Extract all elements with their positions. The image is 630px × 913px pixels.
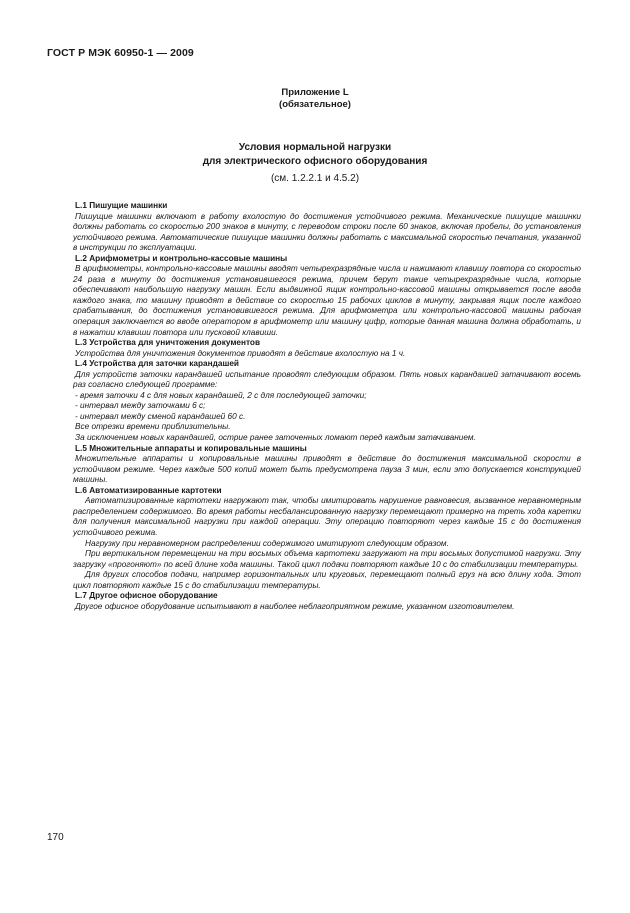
section-l4-note-1: Все отрезки времени приблизительны. [75, 422, 231, 432]
annex-title: Приложение L [281, 87, 349, 98]
section-l5-text: Множительные аппараты и копировальные машины приводят в действие до достижения максимальной скорости в устойчивом режиме. Через каждые 500 копий может быть предусмотрена пауза 3 мин, если это допускается конструкцией машины. [73, 454, 581, 485]
section-l4-text: Для устройств заточки карандашей испытание проводят следующим образом. Пять новых карандашей затачивают восемь раз согласно следующей программе: [73, 369, 581, 390]
annex-status: (обязательное) [279, 99, 351, 110]
document-title [0, 141, 630, 168]
annex-heading [0, 87, 630, 111]
list-item: - интервал между заточками 6 с; [75, 401, 206, 411]
page-number: 170 [47, 832, 64, 843]
section-l6-paragraph-2: Нагрузку при неравномерном распределении содержимого имитируют следующим образом. [85, 538, 449, 548]
document-body [73, 201, 581, 612]
section-l5-title: L.5 Множительные аппараты и копировальные машины [75, 443, 307, 453]
section-l6-paragraph-3: При вертикальном перемещении на три восьмых объема картотеки загружают на три восьмых допустимой нагрузки. Эту загрузку «прогоняют» по всей длине хода машины. Такой цикл подачи повторяют каждые 10 с до стабилизации температуры. [73, 549, 581, 569]
section-l4-note-2: За исключением новых карандашей, острие ранее заточенных ломают перед каждым затачиванием. [75, 433, 476, 443]
section-l2-text: В арифмометры, контрольно-кассовые машины вводят четырехразрядные числа и нажимают клавишу повтора со скоростью 24 раза в минуту до достижения установившегося режима, причем берут такие четырехразрядные числа, которые обеспечивают наибольшую нагрузку машин. Если выдвижной ящик контрольно-кассовой машины открывается после ввода каждого знака, то машину приводят в действие со скоростью 15 рабочих циклов в минуту, закрывая ящик после каждого срабатывания, до достижения установившегося режима. Для арифмометра или контрольно-кассовой машины рабочая операция заключается во вводе оператором в арифмометр или машину цифр, которые данная машина должна обработать, и в нажатии клавиши повтора или пусковой клавиши. [73, 264, 581, 337]
section-l7-text: Другое офисное оборудование испытывают в наиболее неблагоприятном режиме, указанном изготовителем. [75, 601, 515, 611]
section-l6-title: L.6 Автоматизированные картотеки [75, 485, 222, 495]
list-item: - интервал между сменой карандашей 60 с. [75, 411, 246, 421]
section-l7-title: L.7 Другое офисное оборудование [75, 591, 218, 601]
title-reference: (см. 1.2.2.1 и 4.5.2) [270, 173, 360, 184]
section-l4-title: L.4 Устройства для заточки карандашей [75, 359, 239, 369]
section-l1-title: L.1 Пишущие машинки [75, 201, 168, 210]
section-l6-paragraph-1: Автоматизированные картотеки нагружают так, чтобы имитировать нарушение равновесия, вызванное неравномерным распределением содержимого. Во время работы несбалансированную нагрузку перемещают примерно на треть хода каретки для получения максимальной нагрузки при каждой операции. Эту операцию повторяют через каждые 15 с до достижения устойчивого режима. [73, 496, 581, 537]
title-line-1: Условия нормальной нагрузки [238, 142, 392, 153]
list-item: - время заточки 4 с для новых карандашей, 2 с для последующей заточки; [75, 390, 367, 400]
document-header: ГОСТ Р МЭК 60950-1 — 2009 [47, 47, 194, 59]
section-l3-text: Устройства для уничтожения документов приводят в действие вхолостую на 1 ч. [75, 348, 406, 358]
title-line-2: для электрического офисного оборудования [202, 155, 428, 167]
section-l1-text: Пишущие машинки включают в работу вхолостую до достижения устойчивого режима. Механические пишущие машинки должны работать со скоростью 200 знаков в минуту, с переводом строки после 60 знаков, включая пробелы, до установления устойчивого режима. Автоматические пишущие машинки должны работать с максимальной скоростью печатания, указанной в инструкции по эксплуатации. [73, 211, 581, 253]
section-l2-title: L.2 Арифмометры и контрольно-кассовые машины [75, 253, 288, 263]
section-l6-paragraph-4: Для других способов подачи, например горизонтальных или круговых, перемещают полный груз на всю длину хода. Этот цикл повторяют каждые 15 с до стабилизации температуры. [73, 570, 581, 590]
section-l3-title: L.3 Устройства для уничтожения документов [75, 338, 261, 348]
